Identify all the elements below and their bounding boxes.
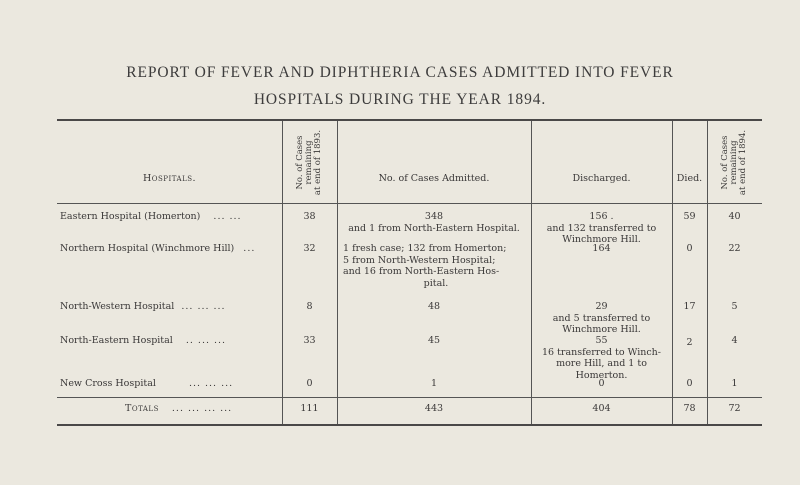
cell-discharged — [531, 301, 672, 336]
cell-admitted-line: 48 — [427, 301, 441, 312]
leader-dots: .. ... ... — [185, 335, 227, 346]
cell-discharged-line: and 5 transferred to — [552, 312, 651, 324]
cell-remaining-1894: 4 — [731, 335, 738, 346]
cell-admitted-line: pital. — [423, 277, 449, 289]
cell-died: 17 — [683, 301, 696, 312]
cell-discharged-line: more Hill, and 1 to — [556, 358, 647, 369]
cell-died: 2 — [686, 337, 693, 348]
cell-discharged-line: Winchmore Hill. — [562, 234, 641, 245]
cell-admitted — [343, 243, 529, 289]
totals-admitted: 443 — [424, 403, 444, 414]
cell-remaining-1893: 32 — [303, 243, 316, 254]
cell-remaining-1893: 33 — [303, 335, 316, 346]
cell-remaining-1894: 22 — [728, 243, 741, 254]
cell-discharged — [531, 335, 672, 381]
cell-admitted-line: and 1 from North-Eastern Hospital. — [348, 222, 520, 234]
report-title-line2: HOSPITALS DURING THE YEAR 1894. — [253, 91, 547, 108]
header-remaining-1893 — [282, 123, 337, 201]
totals-divider — [57, 397, 762, 398]
cell-remaining-1893: 8 — [306, 301, 313, 312]
cell-discharged — [531, 211, 672, 246]
cell-discharged — [531, 378, 672, 390]
fever-cases-table — [57, 119, 762, 426]
header-remaining-1893-line: No. of Cases — [295, 134, 306, 190]
leader-dots: ... ... — [213, 211, 242, 222]
cell-remaining-1894: 1 — [731, 378, 738, 389]
report-title-line1: REPORT OF FEVER AND DIPHTHERIA CASES ADMITTED INTO FEVER — [126, 64, 674, 81]
hospital-name: North-Eastern Hospital — [60, 335, 173, 346]
totals-died: 78 — [683, 403, 696, 414]
header-remaining-1893-line: remaining — [304, 139, 315, 185]
totals-remaining-1894: 72 — [728, 403, 741, 414]
cell-remaining-1893: 0 — [306, 378, 313, 389]
cell-admitted — [337, 378, 531, 390]
leader-dots: ... ... ... — [188, 378, 234, 389]
cell-died: 59 — [683, 211, 696, 222]
header-hospitals: Hospitals. — [142, 173, 197, 184]
leader-dots: ... ... ... — [181, 301, 226, 312]
cell-admitted — [337, 301, 531, 313]
header-died: Died. — [676, 173, 703, 184]
totals-discharged: 404 — [592, 403, 611, 414]
table-row-hospital — [60, 378, 233, 390]
cell-discharged — [531, 243, 672, 255]
table-row-hospital — [60, 243, 255, 255]
table-row-hospital — [60, 301, 226, 313]
cell-discharged-line: 55 — [595, 335, 608, 346]
hospital-name: Eastern Hospital (Homerton) — [60, 211, 201, 222]
cell-admitted-line: 348 — [424, 211, 444, 222]
header-admitted: No. of Cases Admitted. — [378, 173, 490, 184]
cell-admitted — [337, 211, 531, 234]
header-divider — [57, 203, 762, 204]
totals-remaining-1893: 111 — [300, 403, 319, 414]
totals-label: Totals — [125, 403, 159, 414]
cell-admitted-line: 5 from North-Western Hospital; — [343, 254, 496, 266]
cell-remaining-1894: 40 — [728, 211, 741, 222]
totals-row — [125, 403, 232, 415]
cell-discharged-line: 156 . — [589, 211, 614, 222]
cell-admitted-line: 1 — [430, 378, 438, 389]
hospital-name: Northern Hospital (Winchmore Hill) — [60, 243, 235, 254]
cell-admitted-line: and 16 from North-Eastern Hos- — [343, 266, 500, 277]
cell-discharged-line: 16 transferred to Winch- — [541, 346, 662, 358]
cell-discharged-line: and 132 transferred to — [546, 222, 657, 234]
leader-dots: ... — [243, 243, 256, 254]
cell-admitted-line: 45 — [427, 335, 441, 346]
cell-discharged-line: 164 — [592, 243, 611, 254]
hospital-name: North-Western Hospital — [60, 301, 175, 312]
leader-dots: ... ... ... ... — [171, 403, 233, 414]
cell-died: 0 — [686, 378, 693, 389]
header-remaining-1894-line: remaining — [729, 139, 740, 185]
cell-discharged-line: Homerton. — [575, 369, 628, 381]
cell-admitted — [337, 335, 531, 347]
cell-discharged-line: Winchmore Hill. — [562, 324, 641, 335]
header-remaining-1894-line: No. of Cases — [720, 134, 731, 190]
cell-died: 0 — [686, 243, 693, 254]
cell-remaining-1893: 38 — [303, 211, 316, 222]
table-row-hospital — [60, 335, 226, 347]
hospital-name: New Cross Hospital — [60, 378, 156, 389]
header-remaining-1894-line: at end of 1894. — [738, 129, 749, 195]
cell-discharged-line: 29 — [595, 301, 608, 312]
cell-discharged-line: 0 — [598, 378, 605, 389]
cell-remaining-1894: 5 — [731, 301, 738, 312]
header-remaining-1894 — [707, 123, 762, 201]
cell-admitted-line: 1 fresh case; 132 from Homerton; — [343, 243, 507, 254]
table-row-hospital — [60, 211, 242, 223]
header-remaining-1893-line: at end of 1893. — [313, 129, 324, 195]
header-discharged: Discharged. — [572, 173, 631, 184]
